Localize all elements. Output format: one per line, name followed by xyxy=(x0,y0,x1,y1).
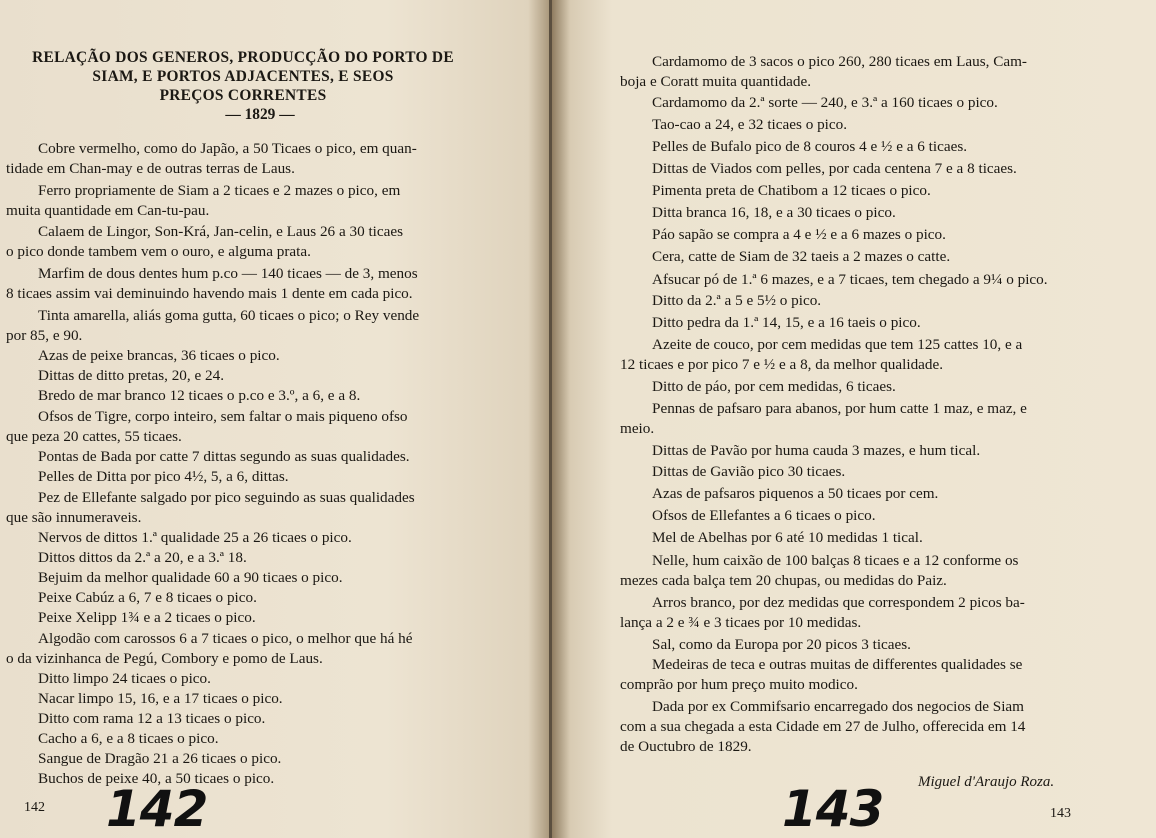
document-title-line-2: SIAM, E PORTOS ADJACENTES, E SEOS xyxy=(92,68,394,85)
text-line: Marfim de dous dentes hum p.co — 140 ticaes — de 3, menos xyxy=(38,265,418,282)
text-line: tidade em Chan-may e de outras terras de Laus. xyxy=(6,160,295,177)
text-line: com a sua chegada a esta Cidade em 27 de Julho, offerecida em 14 xyxy=(620,718,1026,735)
text-line: Páo sapão se compra a 4 e ½ e a 6 mazes o pico. xyxy=(652,226,946,243)
text-line: Pimenta preta de Chatibom a 12 ticaes o pico. xyxy=(652,182,931,199)
page-number-right-large: 143 xyxy=(782,780,884,838)
text-line: Peixe Xelipp 1¾ e a 2 ticaes o pico. xyxy=(38,609,256,626)
text-line: Cera, catte de Siam de 32 taeis a 2 mazes o catte. xyxy=(652,248,951,265)
text-line: meio. xyxy=(620,420,655,437)
text-line: Arros branco, por dez medidas que correspondem 2 picos ba- xyxy=(652,594,1025,611)
signature: Miguel d'Araujo Roza. xyxy=(918,774,1055,790)
text-line: Pontas de Bada por catte 7 dittas segundo as suas qualidades. xyxy=(38,448,410,465)
text-line: o pico donde tambem vem o ouro, e alguma prata. xyxy=(6,243,311,260)
text-line: Dittas de ditto pretas, 20, e 24. xyxy=(38,367,225,384)
text-line: por 85, e 90. xyxy=(6,327,83,344)
text-line: muita quantidade em Can-tu-pau. xyxy=(6,202,210,219)
text-line: que são innumeraveis. xyxy=(6,509,142,526)
text-line: Cacho a 6, e a 8 ticaes o pico. xyxy=(38,730,219,747)
text-line: Azas de pafsaros piquenos a 50 ticaes por cem. xyxy=(652,485,939,502)
right-page xyxy=(552,0,1156,838)
text-line: Pez de Ellefante salgado por pico seguindo as suas qualidades xyxy=(38,489,415,506)
text-line: Mel de Abelhas por 6 até 10 medidas 1 tical. xyxy=(652,529,923,546)
text-line: 8 ticaes assim vai deminuindo havendo mais 1 dente em cada pico. xyxy=(6,285,413,302)
left-page xyxy=(0,0,550,838)
text-line: Ditto com rama 12 a 13 ticaes o pico. xyxy=(38,710,266,727)
text-line: Cobre vermelho, como do Japão, a 50 Ticaes o pico, em quan- xyxy=(38,140,417,157)
page-number-left: 142 xyxy=(24,800,45,815)
text-line: boja e Coratt muita quantidade. xyxy=(620,73,812,90)
text-line: Azas de peixe brancas, 36 ticaes o pico. xyxy=(38,347,280,364)
page-number-left-large: 142 xyxy=(106,780,208,838)
text-line: Ofsos de Tigre, corpo inteiro, sem faltar o mais piqueno ofso xyxy=(38,408,408,425)
text-line: Azeite de couco, por cem medidas que tem 125 cattes 10, e a xyxy=(652,336,1023,353)
text-line: Dittas de Pavão por huma cauda 3 mazes, e hum tical. xyxy=(652,442,981,459)
text-line: Tinta amarella, aliás goma gutta, 60 ticaes o pico; o Rey vende xyxy=(38,307,420,324)
text-line: Ofsos de Ellefantes a 6 ticaes o pico. xyxy=(652,507,876,524)
text-line: Bredo de mar branco 12 ticaes o p.co e 3.º, a 6, e a 8. xyxy=(38,387,361,404)
text-line: Pennas de pafsaro para abanos, por hum catte 1 maz, e maz, e xyxy=(652,400,1027,417)
page-number-right: 143 xyxy=(1050,806,1071,821)
text-line: Ditto de páo, por cem medidas, 6 ticaes. xyxy=(652,378,896,395)
text-line: Nacar limpo 15, 16, e a 17 ticaes o pico. xyxy=(38,690,283,707)
text-line: mezes cada balça tem 20 chupas, ou medidas do Paiz. xyxy=(620,572,947,589)
text-line: Sangue de Dragão 21 a 26 ticaes o pico. xyxy=(38,750,282,767)
text-line: Peixe Cabúz a 6, 7 e 8 ticaes o pico. xyxy=(38,589,257,606)
text-line: Nervos de dittos 1.ª qualidade 25 a 26 ticaes o pico. xyxy=(38,529,352,546)
document-year: — 1829 — xyxy=(225,106,295,123)
text-line: Tao-cao a 24, e 32 ticaes o pico. xyxy=(652,116,848,133)
text-line: Pelles de Ditta por pico 4½, 5, a 6, dittas. xyxy=(38,468,289,485)
text-line: Dittas de Viados com pelles, por cada centena 7 e a 8 ticaes. xyxy=(652,160,1017,177)
text-line: que peza 20 cattes, 55 ticaes. xyxy=(6,428,182,445)
text-line: comprão por hum preço muito modico. xyxy=(620,676,858,693)
text-line: Calaem de Lingor, Son-Krá, Jan-celin, e Laus 26 a 30 ticaes xyxy=(38,223,404,240)
text-line: Dada por ex Commifsario encarregado dos negocios de Siam xyxy=(652,698,1024,715)
text-line: Cardamomo da 2.ª sorte — 240, e 3.ª a 160 ticaes o pico. xyxy=(652,94,998,111)
text-line: 12 ticaes e por pico 7 e ½ e a 8, da melhor qualidade. xyxy=(620,356,944,373)
text-line: Nelle, hum caixão de 100 balças 8 ticaes e a 12 conforme os xyxy=(652,552,1019,569)
text-line: Ditta branca 16, 18, e a 30 ticaes o pico. xyxy=(652,204,896,221)
text-line: Ditto pedra da 1.ª 14, 15, e a 16 taeis o pico. xyxy=(652,314,921,331)
text-line: de Ouctubro de 1829. xyxy=(620,738,752,755)
text-line: o da vizinhanca de Pegú, Combory e pomo de Laus. xyxy=(6,650,323,667)
text-line: Medeiras de teca e outras muitas de differentes qualidades se xyxy=(652,656,1023,673)
text-line: Afsucar pó de 1.ª 6 mazes, e a 7 ticaes, tem chegado a 9¼ o pico. xyxy=(652,271,1048,288)
text-line: Dittos dittos da 2.ª a 20, e a 3.ª 18. xyxy=(38,549,247,566)
text-line: lança a 2 e ¾ e 3 ticaes por 10 medidas. xyxy=(620,614,862,631)
text-line: Sal, como da Europa por 20 picos 3 ticaes. xyxy=(652,636,911,653)
document-title-line-1: RELAÇÃO DOS GENEROS, PRODUCÇÃO DO PORTO DE xyxy=(32,49,454,66)
text-line: Bejuim da melhor qualidade 60 a 90 ticaes o pico. xyxy=(38,569,343,586)
text-line: Cardamomo de 3 sacos o pico 260, 280 ticaes em Laus, Cam- xyxy=(652,53,1027,70)
text-line: Dittas de Gavião pico 30 ticaes. xyxy=(652,463,846,480)
text-line: Pelles de Bufalo pico de 8 couros 4 e ½ e a 6 ticaes. xyxy=(652,138,968,155)
text-line: Ferro propriamente de Siam a 2 ticaes e 2 mazes o pico, em xyxy=(38,182,401,199)
document-title-line-3: PREÇOS CORRENTES xyxy=(159,87,327,104)
text-line: Ditto da 2.ª a 5 e 5½ o pico. xyxy=(652,292,822,309)
text-line: Algodão com carossos 6 a 7 ticaes o pico, o melhor que há hé xyxy=(38,630,413,647)
text-line: Ditto limpo 24 ticaes o pico. xyxy=(38,670,211,687)
text-line: Buchos de peixe 40, a 50 ticaes o pico. xyxy=(38,770,275,787)
